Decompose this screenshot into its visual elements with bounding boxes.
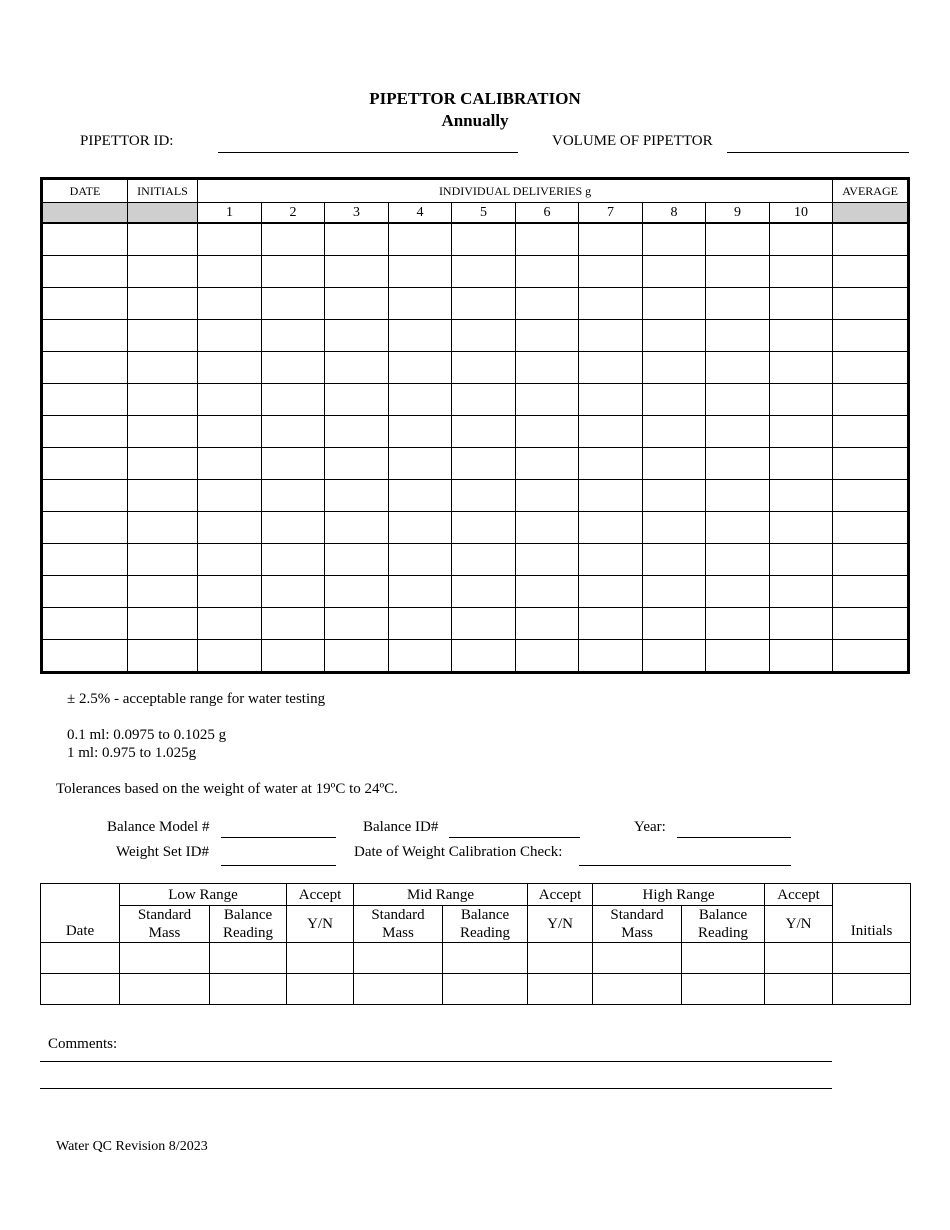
entry-cell[interactable] — [833, 544, 909, 576]
entry-cell[interactable] — [42, 416, 128, 448]
entry-cell[interactable] — [579, 288, 643, 320]
entry-cell[interactable] — [770, 640, 833, 673]
entry-cell[interactable] — [452, 352, 516, 384]
delivery-number: 5 — [452, 203, 516, 224]
entry-cell[interactable] — [262, 448, 325, 480]
entry-cell[interactable] — [579, 256, 643, 288]
entry-cell[interactable] — [643, 416, 706, 448]
entry-cell[interactable] — [643, 544, 706, 576]
delivery-row — [42, 320, 909, 352]
date-subheader — [42, 203, 128, 224]
entry-cell[interactable] — [706, 223, 770, 256]
entry-cell[interactable] — [770, 576, 833, 608]
entry-cell[interactable] — [643, 640, 706, 673]
entry-cell[interactable] — [579, 512, 643, 544]
entry-cell[interactable] — [354, 943, 443, 974]
entry-cell[interactable] — [579, 384, 643, 416]
entry-cell[interactable] — [516, 448, 579, 480]
entry-cell[interactable] — [516, 480, 579, 512]
entry-cell[interactable] — [198, 608, 262, 640]
entry-cell[interactable] — [765, 974, 833, 1005]
delivery-number: 1 — [198, 203, 262, 224]
entry-cell[interactable] — [120, 974, 210, 1005]
delivery-row — [42, 640, 909, 673]
entry-cell[interactable] — [128, 256, 198, 288]
deliveries-header: INDIVIDUAL DELIVERIES g — [198, 179, 833, 203]
calibration-date-label: Date of Weight Calibration Check: — [354, 844, 563, 860]
entry-cell[interactable] — [389, 256, 452, 288]
mid-standard-mass-header — [354, 906, 443, 943]
entry-cell[interactable] — [516, 512, 579, 544]
entry-cell[interactable] — [579, 352, 643, 384]
year-field[interactable] — [677, 837, 791, 838]
entry-cell[interactable] — [128, 416, 198, 448]
bal-date-header: Date — [41, 884, 120, 943]
delivery-row — [42, 256, 909, 288]
entry-cell[interactable] — [198, 223, 262, 256]
entry-cell[interactable] — [452, 416, 516, 448]
entry-cell[interactable] — [128, 640, 198, 673]
entry-cell[interactable] — [643, 320, 706, 352]
entry-cell[interactable] — [833, 288, 909, 320]
entry-cell[interactable] — [706, 384, 770, 416]
entry-cell[interactable] — [128, 384, 198, 416]
entry-cell[interactable] — [389, 608, 452, 640]
high-standard-mass-header — [593, 906, 682, 943]
entry-cell[interactable] — [325, 544, 389, 576]
entry-cell[interactable] — [325, 608, 389, 640]
entry-cell[interactable] — [198, 320, 262, 352]
entry-cell[interactable] — [325, 448, 389, 480]
entry-cell[interactable] — [42, 223, 128, 256]
balance-check-table — [40, 883, 911, 1005]
delivery-row — [42, 480, 909, 512]
entry-cell[interactable] — [389, 352, 452, 384]
entry-cell[interactable] — [389, 223, 452, 256]
entry-cell[interactable] — [833, 512, 909, 544]
high-range-header: High Range — [593, 884, 765, 906]
page-subtitle: Annually — [441, 111, 509, 130]
entry-cell[interactable] — [128, 608, 198, 640]
entry-cell[interactable] — [443, 974, 528, 1005]
entry-cell[interactable] — [770, 544, 833, 576]
entry-cell[interactable] — [706, 544, 770, 576]
entry-cell[interactable] — [579, 640, 643, 673]
entry-cell[interactable] — [706, 288, 770, 320]
entry-cell[interactable] — [452, 608, 516, 640]
entry-cell[interactable] — [128, 480, 198, 512]
entry-cell[interactable] — [833, 576, 909, 608]
entry-cell[interactable] — [198, 512, 262, 544]
entry-cell[interactable] — [325, 576, 389, 608]
footer-revision: Water QC Revision 8/2023 — [56, 1139, 208, 1154]
range-01ml: 0.1 ml: 0.0975 to 0.1025 g — [67, 727, 227, 743]
entry-cell[interactable] — [42, 256, 128, 288]
entry-cell[interactable] — [262, 512, 325, 544]
entry-cell[interactable] — [706, 608, 770, 640]
entry-cell[interactable] — [42, 576, 128, 608]
standard-text: Standard — [610, 907, 664, 923]
entry-cell[interactable] — [770, 352, 833, 384]
entry-cell[interactable] — [41, 943, 120, 974]
entry-cell[interactable] — [643, 608, 706, 640]
balance-row — [41, 974, 911, 1005]
entry-cell[interactable] — [325, 288, 389, 320]
entry-cell[interactable] — [579, 223, 643, 256]
entry-cell[interactable] — [643, 223, 706, 256]
entry-cell[interactable] — [706, 576, 770, 608]
mid-balance-reading-header — [443, 906, 528, 943]
entry-cell[interactable] — [833, 320, 909, 352]
entry-cell[interactable] — [643, 256, 706, 288]
entry-cell[interactable] — [643, 384, 706, 416]
volume-label: VOLUME OF PIPETTOR — [552, 133, 713, 149]
entry-cell[interactable] — [389, 384, 452, 416]
balance-text: Balance — [460, 907, 510, 923]
entry-cell[interactable] — [579, 544, 643, 576]
entry-cell[interactable] — [643, 448, 706, 480]
entry-cell[interactable] — [128, 512, 198, 544]
entry-cell[interactable] — [42, 640, 128, 673]
entry-cell[interactable] — [593, 943, 682, 974]
entry-cell[interactable] — [706, 320, 770, 352]
entry-cell[interactable] — [643, 352, 706, 384]
entry-cell[interactable] — [833, 448, 909, 480]
entry-cell[interactable] — [516, 384, 579, 416]
entry-cell[interactable] — [643, 480, 706, 512]
entry-cell[interactable] — [579, 608, 643, 640]
delivery-row — [42, 288, 909, 320]
entry-cell[interactable] — [643, 288, 706, 320]
entry-cell[interactable] — [198, 640, 262, 673]
entry-cell[interactable] — [262, 416, 325, 448]
entry-cell[interactable] — [198, 544, 262, 576]
entry-cell[interactable] — [443, 943, 528, 974]
entry-cell[interactable] — [325, 223, 389, 256]
initials-header: INITIALS — [128, 179, 198, 203]
initials-subheader — [128, 203, 198, 224]
entry-cell[interactable] — [389, 544, 452, 576]
delivery-number: 8 — [643, 203, 706, 224]
entry-cell[interactable] — [42, 288, 128, 320]
year-label: Year: — [634, 819, 666, 835]
entry-cell[interactable] — [833, 352, 909, 384]
entry-cell[interactable] — [682, 943, 765, 974]
entry-cell[interactable] — [706, 416, 770, 448]
entry-cell[interactable] — [262, 576, 325, 608]
delivery-number: 10 — [770, 203, 833, 224]
entry-cell[interactable] — [833, 384, 909, 416]
entry-cell[interactable] — [389, 512, 452, 544]
entry-cell[interactable] — [262, 288, 325, 320]
mass-text: Mass — [148, 925, 181, 941]
delivery-row — [42, 608, 909, 640]
entry-cell[interactable] — [833, 943, 911, 974]
entry-cell[interactable] — [770, 320, 833, 352]
entry-cell[interactable] — [198, 448, 262, 480]
entry-cell[interactable] — [516, 544, 579, 576]
entry-cell[interactable] — [128, 223, 198, 256]
high-balance-reading-header — [682, 906, 765, 943]
entry-cell[interactable] — [42, 320, 128, 352]
pipettor-id-field[interactable] — [218, 152, 518, 153]
high-accept-header: Accept — [765, 884, 833, 906]
entry-cell[interactable] — [833, 256, 909, 288]
entry-cell[interactable] — [128, 288, 198, 320]
entry-cell[interactable] — [579, 480, 643, 512]
reading-text: Reading — [460, 925, 511, 941]
entry-cell[interactable] — [516, 223, 579, 256]
entry-cell[interactable] — [770, 608, 833, 640]
entry-cell[interactable] — [262, 384, 325, 416]
entry-cell[interactable] — [389, 640, 452, 673]
entry-cell[interactable] — [452, 544, 516, 576]
entry-cell[interactable] — [770, 416, 833, 448]
entry-cell[interactable] — [198, 576, 262, 608]
entry-cell[interactable] — [262, 544, 325, 576]
entry-cell[interactable] — [198, 352, 262, 384]
entry-cell[interactable] — [579, 416, 643, 448]
delivery-number: 4 — [389, 203, 452, 224]
balance-model-label: Balance Model # — [107, 819, 210, 835]
delivery-row — [42, 416, 909, 448]
delivery-row — [42, 512, 909, 544]
entry-cell[interactable] — [41, 974, 120, 1005]
entry-cell[interactable] — [706, 480, 770, 512]
entry-cell[interactable] — [452, 480, 516, 512]
entry-cell[interactable] — [325, 320, 389, 352]
average-header: AVERAGE — [833, 179, 909, 203]
entry-cell[interactable] — [528, 974, 593, 1005]
entry-cell[interactable] — [516, 416, 579, 448]
tolerance-note: Tolerances based on the weight of water at 19ºC to 24ºC. — [56, 781, 398, 797]
entry-cell[interactable] — [325, 640, 389, 673]
entry-cell[interactable] — [198, 288, 262, 320]
entry-cell[interactable] — [128, 448, 198, 480]
entry-cell[interactable] — [452, 223, 516, 256]
entry-cell[interactable] — [128, 352, 198, 384]
entry-cell[interactable] — [770, 384, 833, 416]
delivery-number: 7 — [579, 203, 643, 224]
entry-cell[interactable] — [262, 223, 325, 256]
weight-set-label: Weight Set ID# — [116, 844, 209, 860]
entry-cell[interactable] — [452, 512, 516, 544]
entry-cell[interactable] — [579, 576, 643, 608]
entry-cell[interactable] — [643, 576, 706, 608]
high-yn-header: Y/N — [765, 906, 833, 943]
mid-range-header: Mid Range — [354, 884, 528, 906]
standard-text: Standard — [137, 907, 192, 923]
entry-cell[interactable] — [452, 288, 516, 320]
entry-cell[interactable] — [262, 320, 325, 352]
entry-cell[interactable] — [833, 480, 909, 512]
balance-model-field[interactable] — [221, 837, 336, 838]
delivery-row — [42, 384, 909, 416]
entry-cell[interactable] — [198, 480, 262, 512]
entry-cell[interactable] — [765, 943, 833, 974]
entry-cell[interactable] — [579, 320, 643, 352]
low-balance-reading-header — [210, 906, 287, 943]
date-header: DATE — [42, 179, 128, 203]
standard-text: Standard — [371, 907, 425, 923]
entry-cell[interactable] — [120, 943, 210, 974]
balance-text: Balance — [698, 907, 748, 923]
entry-cell[interactable] — [516, 608, 579, 640]
entry-cell[interactable] — [42, 544, 128, 576]
entry-cell[interactable] — [706, 512, 770, 544]
entry-cell[interactable] — [210, 943, 287, 974]
entry-cell[interactable] — [579, 448, 643, 480]
entry-cell[interactable] — [706, 256, 770, 288]
delivery-number: 6 — [516, 203, 579, 224]
delivery-number: 3 — [325, 203, 389, 224]
entry-cell[interactable] — [198, 256, 262, 288]
entry-cell[interactable] — [262, 608, 325, 640]
low-accept-header: Accept — [287, 884, 354, 906]
reading-text: Reading — [223, 925, 273, 941]
entry-cell[interactable] — [833, 974, 911, 1005]
low-standard-mass-header — [120, 906, 210, 943]
entry-cell[interactable] — [516, 256, 579, 288]
average-subheader — [833, 203, 909, 224]
entry-cell[interactable] — [389, 288, 452, 320]
entry-cell[interactable] — [389, 320, 452, 352]
delivery-row — [42, 448, 909, 480]
mass-text: Mass — [382, 925, 414, 941]
entry-cell[interactable] — [42, 448, 128, 480]
entry-cell[interactable] — [42, 480, 128, 512]
entry-cell[interactable] — [452, 448, 516, 480]
entry-cell[interactable] — [325, 352, 389, 384]
comments-label: Comments: — [48, 1036, 118, 1052]
delivery-row — [42, 576, 909, 608]
entry-cell[interactable] — [325, 480, 389, 512]
entry-cell[interactable] — [706, 352, 770, 384]
entry-cell[interactable] — [210, 974, 287, 1005]
entry-cell[interactable] — [325, 416, 389, 448]
entry-cell[interactable] — [128, 544, 198, 576]
entry-cell[interactable] — [706, 448, 770, 480]
entry-cell[interactable] — [770, 223, 833, 256]
balance-row — [41, 943, 911, 974]
delivery-number: 9 — [706, 203, 770, 224]
entry-cell[interactable] — [42, 608, 128, 640]
entry-cell[interactable] — [128, 320, 198, 352]
entry-cell[interactable] — [770, 512, 833, 544]
mid-yn-header: Y/N — [528, 906, 593, 943]
entry-cell[interactable] — [42, 384, 128, 416]
comments-line-1[interactable] — [40, 1061, 832, 1062]
entry-cell[interactable] — [516, 576, 579, 608]
entry-cell[interactable] — [452, 576, 516, 608]
entry-cell[interactable] — [287, 943, 354, 974]
entry-cell[interactable] — [128, 576, 198, 608]
entry-cell[interactable] — [42, 352, 128, 384]
entry-cell[interactable] — [833, 416, 909, 448]
entry-cell[interactable] — [262, 256, 325, 288]
entry-cell[interactable] — [516, 288, 579, 320]
volume-field[interactable] — [727, 152, 909, 153]
reading-text: Reading — [698, 925, 749, 941]
entry-cell[interactable] — [325, 384, 389, 416]
entry-cell[interactable] — [325, 512, 389, 544]
entry-cell[interactable] — [389, 448, 452, 480]
entry-cell[interactable] — [833, 608, 909, 640]
entry-cell[interactable] — [262, 352, 325, 384]
calibration-date-field[interactable] — [579, 865, 791, 866]
mid-accept-header: Accept — [528, 884, 593, 906]
low-range-header: Low Range — [120, 884, 287, 906]
entry-cell[interactable] — [643, 512, 706, 544]
entry-cell[interactable] — [389, 480, 452, 512]
entry-cell[interactable] — [452, 384, 516, 416]
entry-cell[interactable] — [452, 320, 516, 352]
entry-cell[interactable] — [354, 974, 443, 1005]
entry-cell[interactable] — [262, 480, 325, 512]
entry-cell[interactable] — [42, 512, 128, 544]
delivery-row — [42, 352, 909, 384]
entry-cell[interactable] — [198, 416, 262, 448]
low-yn-header: Y/N — [287, 906, 354, 943]
balance-text: Balance — [223, 907, 273, 923]
entry-cell[interactable] — [389, 416, 452, 448]
range-note: ± 2.5% - acceptable range for water testing — [67, 691, 326, 707]
entry-cell[interactable] — [262, 640, 325, 673]
page-title: PIPETTOR CALIBRATION — [369, 89, 581, 108]
bal-initials-header: Initials — [833, 884, 911, 943]
mass-text: Mass — [621, 925, 653, 941]
entry-cell[interactable] — [770, 448, 833, 480]
entry-cell[interactable] — [287, 974, 354, 1005]
balance-id-label: Balance ID# — [363, 819, 439, 835]
entry-cell[interactable] — [593, 974, 682, 1005]
entry-cell[interactable] — [833, 223, 909, 256]
entry-cell[interactable] — [198, 384, 262, 416]
entry-cell[interactable] — [770, 256, 833, 288]
entry-cell[interactable] — [516, 640, 579, 673]
entry-cell[interactable] — [682, 974, 765, 1005]
pipettor-id-label: PIPETTOR ID: — [80, 133, 174, 149]
entry-cell[interactable] — [516, 352, 579, 384]
entry-cell[interactable] — [528, 943, 593, 974]
entry-cell[interactable] — [833, 640, 909, 673]
entry-cell[interactable] — [452, 256, 516, 288]
delivery-number: 2 — [262, 203, 325, 224]
entry-cell[interactable] — [770, 480, 833, 512]
delivery-row — [42, 544, 909, 576]
weight-set-field[interactable] — [221, 865, 336, 866]
entry-cell[interactable] — [452, 640, 516, 673]
deliveries-table — [40, 177, 910, 674]
comments-line-2[interactable] — [40, 1088, 832, 1089]
entry-cell[interactable] — [389, 576, 452, 608]
delivery-row — [42, 223, 909, 256]
entry-cell[interactable] — [770, 288, 833, 320]
entry-cell[interactable] — [516, 320, 579, 352]
entry-cell[interactable] — [706, 640, 770, 673]
balance-id-field[interactable] — [449, 837, 580, 838]
range-1ml: 1 ml: 0.975 to 1.025g — [67, 745, 197, 761]
entry-cell[interactable] — [325, 256, 389, 288]
